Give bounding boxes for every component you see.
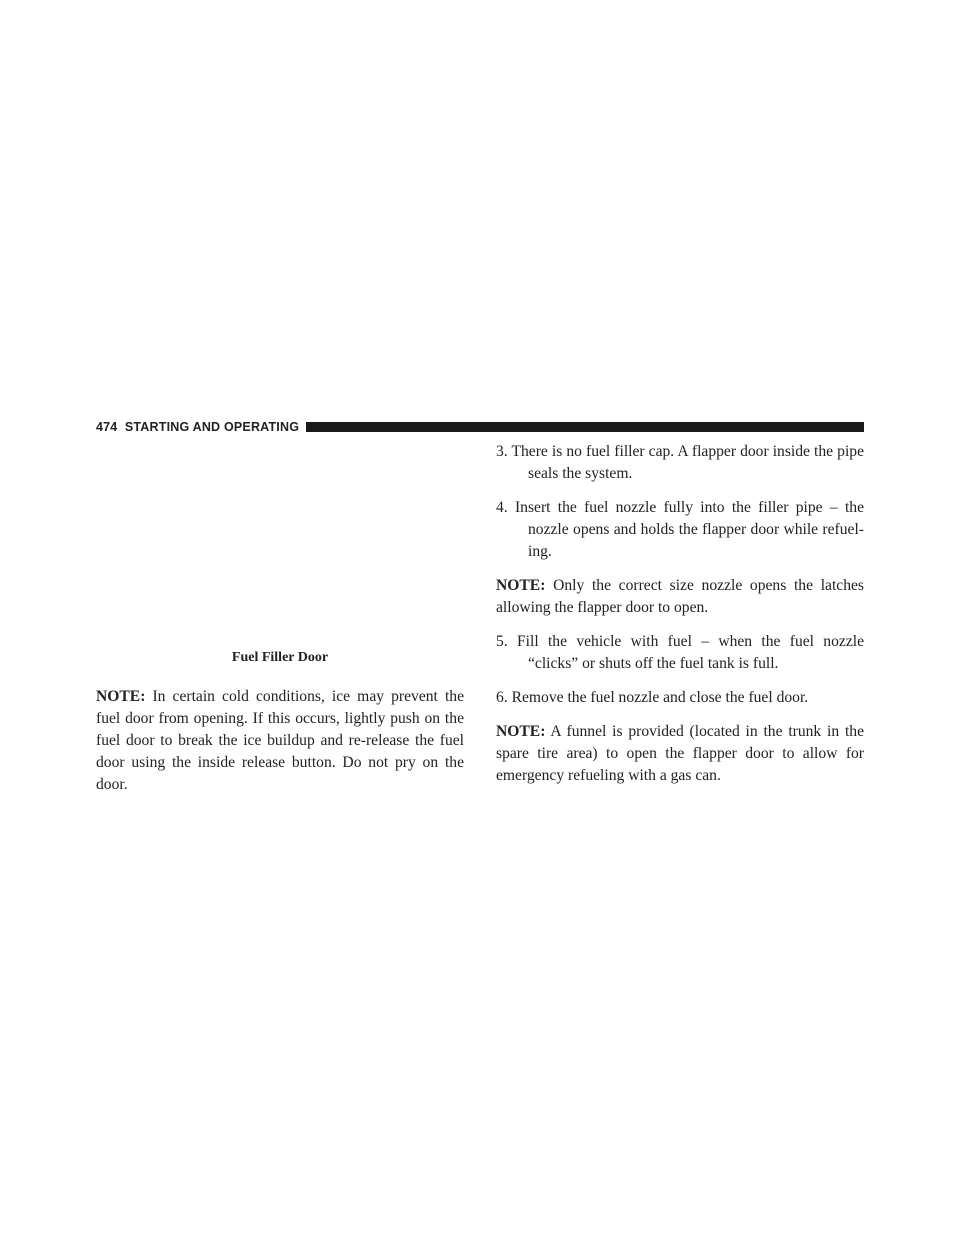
note-text: Only the correct size nozzle opens the latches allowing the flapper door to open. — [496, 577, 864, 616]
left-column — [96, 686, 464, 796]
note-funnel — [496, 721, 864, 787]
header-rule — [306, 422, 864, 432]
page-header — [96, 418, 864, 436]
note-label: NOTE: — [496, 723, 546, 740]
step-3: 3. There is no fuel filler cap. A flapper door inside the pipe seals the system. — [496, 443, 864, 482]
figure-caption: Fuel Filler Door — [231, 650, 329, 665]
note-nozzle-size — [496, 575, 864, 619]
header-title — [96, 420, 299, 434]
note-cold-conditions — [96, 686, 464, 796]
section-title: STARTING AND OPERATING — [124, 420, 300, 434]
note-text: In certain cold conditions, ice may prevent the fuel door from opening. If this occurs, lightly push on the fuel door to break the ice buildup and re-release the fuel door using the inside release button. Do not pry on the door. — [96, 688, 465, 793]
note-text: A funnel is provided (located in the trunk in the spare tire area) to open the flapper door to allow for emergency refueling with a gas can. — [496, 723, 864, 784]
step-5: 5. Fill the vehicle with fuel – when the fuel nozzle “clicks” or shuts off the fuel tank is full. — [496, 633, 864, 672]
step-4: 4. Insert the fuel nozzle fully into the filler pipe – the nozzle opens and holds the flapper door while refuel-ing. — [496, 499, 864, 560]
note-label: NOTE: — [496, 577, 546, 594]
page-number: 474 — [96, 420, 118, 434]
note-label: NOTE: — [96, 688, 146, 705]
right-column — [496, 441, 864, 799]
figure-fuel-filler-door — [96, 445, 464, 643]
step-6: 6. Remove the fuel nozzle and close the fuel door. — [496, 689, 809, 706]
